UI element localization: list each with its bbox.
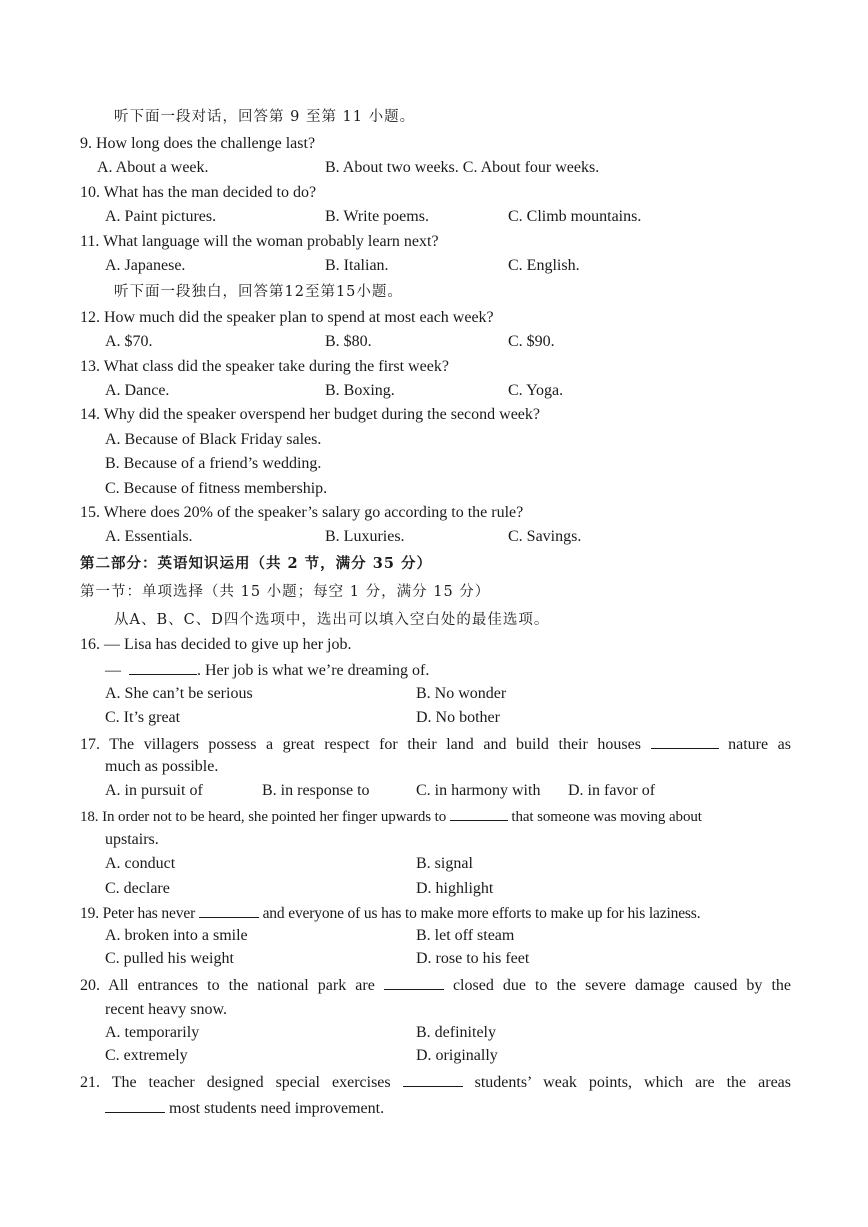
question-16-line1: 16. — Lisa has decided to give up her job. bbox=[80, 636, 352, 653]
question-19-option-d: D. rose to his feet bbox=[416, 950, 530, 967]
answer-blank bbox=[403, 1071, 463, 1087]
question-17-line1-start: 17. The villagers possess a great respect for their land and build their houses bbox=[80, 736, 641, 753]
question-16-option-d: D. No bother bbox=[416, 709, 500, 726]
answer-blank bbox=[450, 806, 508, 821]
question-20-line1-end: closed due to the severe damage caused by the bbox=[452, 977, 792, 994]
question-9-option-a: A. About a week. bbox=[97, 159, 209, 176]
question-12-option-b: B. $80. bbox=[325, 333, 372, 350]
question-14-stem: 14. Why did the speaker overspend her budget during the second week? bbox=[80, 406, 541, 423]
question-20-option-d: D. originally bbox=[416, 1047, 498, 1064]
question-18-option-b: B. signal bbox=[416, 855, 473, 872]
answer-blank bbox=[105, 1097, 165, 1113]
question-18-option-d: D. highlight bbox=[416, 880, 494, 897]
question-11-stem: 11. What language will the woman probably learn next? bbox=[80, 233, 439, 250]
question-15-option-a: A. Essentials. bbox=[105, 528, 193, 545]
question-15-option-c: C. Savings. bbox=[508, 528, 582, 545]
question-17-option-d: D. in favor of bbox=[568, 782, 656, 799]
question-14-option-b: B. Because of a friend’s wedding. bbox=[105, 455, 322, 472]
question-16-option-a: A. She can’t be serious bbox=[105, 685, 253, 702]
question-13-option-a: A. Dance. bbox=[105, 382, 170, 399]
answer-blank bbox=[651, 733, 719, 749]
question-18-option-c: C. declare bbox=[105, 880, 170, 897]
question-12-option-c: C. $90. bbox=[508, 333, 555, 350]
question-13-option-c: C. Yoga. bbox=[508, 382, 564, 399]
question-10-option-c: C. Climb mountains. bbox=[508, 208, 642, 225]
question-20-line2: recent heavy snow. bbox=[105, 1001, 228, 1018]
question-18-line1-end: that someone was moving about bbox=[511, 809, 702, 825]
question-11-option-a: A. Japanese. bbox=[105, 257, 186, 274]
question-17-line1 bbox=[80, 733, 791, 755]
question-14-option-c: C. Because of fitness membership. bbox=[105, 480, 328, 497]
question-18-option-a: A. conduct bbox=[105, 855, 176, 872]
question-20-option-a: A. temporarily bbox=[105, 1024, 200, 1041]
question-11-option-b: B. Italian. bbox=[325, 257, 389, 274]
question-18-line1 bbox=[80, 806, 702, 827]
instruction-12-15: 听下面一段独白，回答第12至第15小题。 bbox=[114, 284, 403, 300]
question-13-option-b: B. Boxing. bbox=[325, 382, 395, 399]
question-16-option-b: B. No wonder bbox=[416, 685, 507, 702]
question-21-line2 bbox=[105, 1097, 384, 1119]
question-20-option-b: B. definitely bbox=[416, 1024, 496, 1041]
question-12-stem: 12. How much did the speaker plan to spend at most each week? bbox=[80, 309, 494, 326]
question-17-line2: much as possible. bbox=[105, 758, 219, 775]
question-16-line2-rest: . Her job is what we’re dreaming of. bbox=[197, 662, 430, 679]
part2-heading: 第二部分：英语知识运用（共 2 节，满分 35 分） bbox=[80, 555, 432, 572]
question-16-line2 bbox=[105, 659, 429, 681]
question-15-stem: 15. Where does 20% of the speaker’s salary go according to the rule? bbox=[80, 504, 524, 521]
question-11-option-c: C. English. bbox=[508, 257, 580, 274]
question-20-option-c: C. extremely bbox=[105, 1047, 188, 1064]
question-17-option-a: A. in pursuit of bbox=[105, 782, 203, 799]
question-20-line1-start: 20. All entrances to the national park are bbox=[80, 977, 375, 994]
question-15-option-b: B. Luxuries. bbox=[325, 528, 405, 545]
question-10-option-b: B. Write poems. bbox=[325, 208, 429, 225]
answer-blank bbox=[384, 974, 444, 990]
part2-section1-heading: 第一节：单项选择（共 15 小题；每空 1 分，满分 15 分） bbox=[80, 584, 491, 600]
instruction-9-11: 听下面一段对话，回答第 9 至第 11 小题。 bbox=[114, 109, 416, 125]
question-20-line1 bbox=[80, 974, 791, 996]
question-19-option-b: B. let off steam bbox=[416, 927, 515, 944]
question-19-line1 bbox=[80, 903, 700, 924]
question-17-option-b: B. in response to bbox=[262, 782, 370, 799]
question-9-option-bc: B. About two weeks. C. About four weeks. bbox=[325, 159, 600, 176]
question-17-option-c: C. in harmony with bbox=[416, 782, 541, 799]
part2-instruction: 从A、B、C、D四个选项中，选出可以填入空白处的最佳选项。 bbox=[114, 612, 550, 628]
question-21-line2-end: most students need improvement. bbox=[169, 1100, 385, 1117]
question-21-line1-mid: students’ weak points, which are the areas bbox=[474, 1074, 791, 1091]
answer-blank bbox=[129, 659, 197, 675]
question-19-line1-start: 19. Peter has never bbox=[80, 905, 196, 922]
question-19-option-c: C. pulled his weight bbox=[105, 950, 234, 967]
question-13-stem: 13. What class did the speaker take during the first week? bbox=[80, 358, 449, 375]
question-12-option-a: A. $70. bbox=[105, 333, 153, 350]
answer-blank bbox=[199, 903, 259, 918]
question-19-line1-end: and everyone of us has to make more efforts to make up for his laziness. bbox=[262, 905, 701, 922]
question-18-line1-start: 18. In order not to be heard, she pointed her finger upwards to bbox=[80, 809, 447, 825]
question-16-option-c: C. It’s great bbox=[105, 709, 181, 726]
question-16-dash: — bbox=[105, 662, 121, 679]
question-18-line2: upstairs. bbox=[105, 831, 159, 848]
question-10-option-a: A. Paint pictures. bbox=[105, 208, 217, 225]
question-17-line1-end: nature as bbox=[728, 736, 791, 753]
question-14-option-a: A. Because of Black Friday sales. bbox=[105, 431, 322, 448]
question-10-stem: 10. What has the man decided to do? bbox=[80, 184, 317, 201]
question-21-line1 bbox=[80, 1071, 791, 1093]
question-21-line1-start: 21. The teacher designed special exercises bbox=[80, 1074, 391, 1091]
question-9-stem: 9. How long does the challenge last? bbox=[80, 135, 316, 152]
question-19-option-a: A. broken into a smile bbox=[105, 927, 248, 944]
